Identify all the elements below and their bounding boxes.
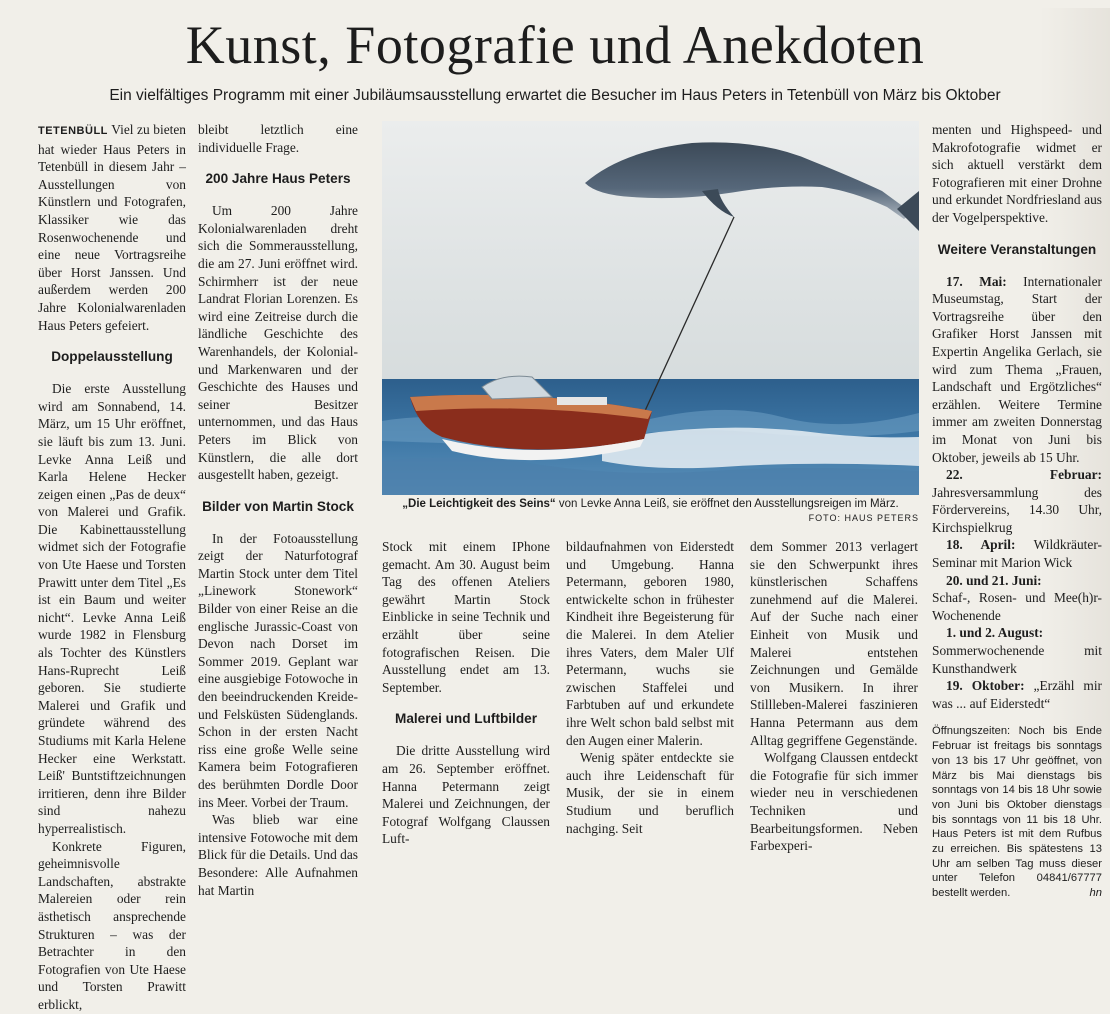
event-date: 20. und 21. Juni: (946, 572, 1042, 588)
column-4 (566, 538, 734, 836)
event-item (932, 273, 1102, 467)
event-item (932, 677, 1102, 712)
event-date: 17. Mai: (946, 273, 1007, 289)
event-item (932, 466, 1102, 536)
paragraph: Konkrete Figuren, geheimnisvolle Landschaften, abstrakte Malereien oder rein ästhetisch ansprechende Strukturen – was der Betrachter in den Fotografien von Ute Haese und Torsten Prawitt erblickt, (38, 838, 186, 1012)
paragraph: bildaufnahmen von Eiderstedt und Umgebung. Hanna Petermann, geboren 1980, entwickelte schon in frühester Kindheit ihre Begeisterung für die Malerei. In dem Atelier ihres Vaters, dem Maler Ulf Petermann, wuchs sie zwischen Staffelei und Farbtuben auf und erkundete ihre Welt schon bald selbst mit den Augen einer Malerin. (566, 539, 734, 748)
event-date: 18. April: (946, 537, 1016, 553)
event-text: Sommerwochenende mit Kunsthandwerk (932, 643, 1102, 676)
event-text: Wildkräuter-Seminar mit Marion Wick (932, 537, 1102, 571)
column-2 (198, 121, 358, 898)
section-heading-doppelausstellung: Doppelausstellung (51, 349, 173, 365)
paragraph: bleibt letztlich eine individuelle Frage. (198, 122, 358, 155)
paragraph: Wenig später entdeckte sie auch ihre Leidenschaft für Musik, der sie in einem Studium und beruflich nachging. Seit (566, 750, 734, 836)
paragraph: Wolfgang Claussen entdeckt die Fotografie für sich immer wieder neu in verschiedenen Techniken und Bearbeitungsformen. Neben Farbexperi- (750, 750, 918, 854)
paragraph: In der Fotoausstellung zeigt der Naturfotograf Martin Stock unter dem Titel „Linework Stonework“ Bilder von einer Reise an die englische Jurassic-Coast von Devon nach Dorset im Sommer 2019. Geplant war eine ausgiebige Fotowoche in den beeindruckenden Kreide- und Felsküsten Südenglands. Schon in der ersten Nacht riss eine große Welle seine Kamera beim Fotografieren des berühmten Dordle Door ins Meer. Vorbei der Traum. (198, 530, 358, 810)
event-item (932, 536, 1102, 571)
event-text: Jahresversammlung des Fördervereins, 14.30 Uhr, Kirchspielkrug (932, 484, 1102, 535)
photo-credit: FOTO: HAUS PETERS (808, 513, 919, 523)
paragraph: Stock mit einem IPhone gemacht. Am 30. August beim Tag des offenen Ateliers gewährt Martin Stock Einblicke in seine Technik und erzählt über seine fotografischen Reisen. Die Ausstellung endet am 13. September. (382, 539, 550, 695)
section-heading-veranstaltungen: Weitere Veranstaltungen (937, 241, 1097, 257)
event-text: Internationaler Museumstag, Start der Vortragsreihe über den Grafiker Horst Janssen mit Expertin Angelika Gerlach, sie wird zum Thema „Frauen, Landschaft und Ergötzliches“ erzählen. Weitere Termine immer am zweiten Donnerstag im Monat von Juni bis Oktober, jeweils ab 15 Uhr. (932, 273, 1102, 465)
section-heading-martin-stock: Bilder von Martin Stock (202, 498, 354, 514)
paragraph: menten und Highspeed- und Makrofotografie widmet er sich aktuell verstärkt dem Fotografieren mit einer Drohne und erkundet Nordfriesland aus der Vogelperspektive. (932, 122, 1102, 225)
caption-title: „Die Leichtigkeit des Seins“ (402, 498, 556, 510)
paragraph: Die erste Ausstellung wird am Sonnabend, 14. März, um 15 Uhr eröffnet, sie läuft bis zum 13. Juni. Levke Anna Leiß und Karla Helene Hecker zeigen einen „Pas de deux“ von Malerei und Grafik. Die Kabinettausstellung widmet sich der Fotografie von Ute Haese und Torsten Prawitt unter dem Titel „Es ist ein Baum und weiter nicht“. Levke Anna Leiß wurde 1982 in Flensburg als Tochter des Künstlers Hans-Ruprecht Leiß geboren. Sie studierte Malerei und Grafik und gründete während des Studiums mit Karla Helene Hecker eine Werkstatt. Leiß' Buntstiftzeichnungen irritieren, denn ihre Bilder sind nahezu hyperrealistisch. (38, 381, 186, 836)
paragraph: Die dritte Ausstellung wird am 26. September eröffnet. Hanna Petermann zeigt Malerei und Zeichnungen, der Fotograf Wolfgang Claussen Luft- (382, 743, 550, 847)
section-heading-malerei: Malerei und Luftbilder (395, 711, 537, 727)
event-date: 22. Februar: (946, 467, 1102, 483)
intro-paragraph (38, 121, 186, 334)
intro-text: Viel zu bieten hat wieder Haus Peters in Tetenbüll in diesem Jahr – Ausstellungen von Künstlern und Fotografen, Klassiker wie das Rosenwochenende und eine neue Vortragsreihe über Horst Janssen. Und außerdem werden 200 Jahre Kolonialwarenladen Haus Peters gefeiert. (38, 122, 186, 333)
event-date: 1. und 2. August: (946, 625, 1044, 641)
caption-text: von Levke Anna Leiß, sie eröffnet den Ausstellungsreigen im März. (558, 498, 899, 510)
column-5 (750, 538, 918, 854)
event-date: 19. Oktober: (946, 678, 1025, 694)
author-signature: hn (1089, 887, 1102, 900)
event-text: Schaf-, Rosen- und Mee(h)r-Wochenende (932, 590, 1102, 623)
column-3 (382, 538, 550, 847)
event-text: „Erzähl mir was ... auf Eiderstedt“ (932, 678, 1102, 711)
subheadline: Ein vielfältiges Programm mit einer Jubiläumsausstellung erwartet die Besucher im Haus Peters in Tetenbüll von März bis Oktober (109, 87, 1001, 104)
section-heading-haus-peters: 200 Jahre Haus Peters (205, 171, 351, 187)
column-1 (38, 121, 186, 1012)
opening-hours-text (932, 724, 1102, 900)
photo-caption (382, 497, 919, 511)
column-6 (932, 121, 1102, 900)
paragraph: Was blieb war eine intensive Fotowoche mit dem Blick für die Details. Und das Besondere: Alle Aufnahmen hat Martin (198, 812, 358, 898)
dateline: TETENBÜLL (38, 125, 108, 137)
opening-hours-box (932, 724, 1102, 900)
event-item (932, 624, 1102, 677)
paragraph: Um 200 Jahre Kolonialwarenladen dreht sich die Sommerausstellung, die am 27. Juni eröffnet wird. Schirmherr ist der neue Landrat Florian Lorenzen. Es wird eine Zeitreise durch die ländliche Geschichte des Warenhandels, der Kolonial- und Markenwaren und der Geschichte des Hauses und seiner Besitzer unternommen, und das Haus Peters im Blick von Künstlern, die alle dort ausgestellt haben, gezeigt. (198, 203, 358, 483)
painting-illustration (382, 121, 919, 495)
paragraph: dem Sommer 2013 verlagert sie den Schwerpunkt ihres künstlerischen Schaffens zunehmend auf die Malerei. Auf der Suche nach einer Einheit von Musik und Malerei entstehen Zeichnungen und Gemälde von Musikern. In ihrer Stillleben-Malerei faszinieren Hanna Petermann aus dem Alltag gegriffene Gegenstände. (750, 539, 918, 748)
event-item (932, 572, 1102, 625)
article-photo-whale-and-boat (382, 121, 919, 495)
opening-hours-body: Öffnungszeiten: Noch bis Ende Februar ist freitags bis sonntags von 13 bis 17 Uhr geöffnet, von März bis Mai dienstags bis sonntags von 14 bis 18 Uhr sowie von Juni bis Oktober dienstags bis sonntags von 11 bis 18 Uhr. Haus Peters ist mit dem Rufbus zu erreichen. Bis spätestens 13 Uhr am selben Tag muss dieser unter Telefon 04841/67777 bestellt werden. (932, 725, 1102, 900)
headline: Kunst, Fotografie und Anekdoten (185, 15, 925, 75)
